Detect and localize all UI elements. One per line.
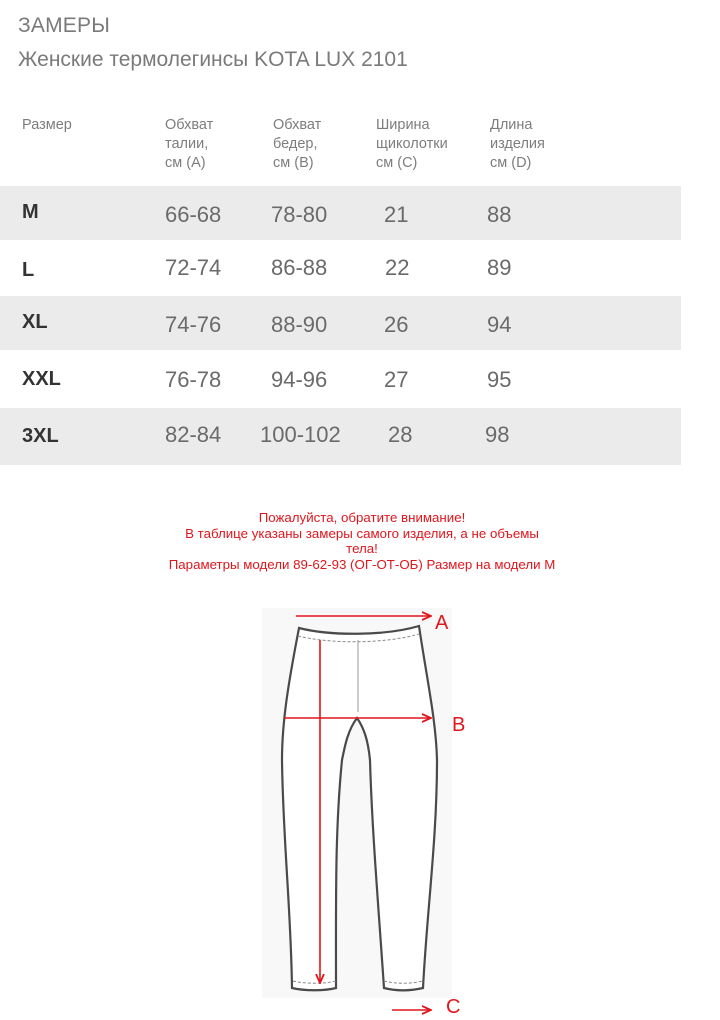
- header-length: Длина изделия см (D): [490, 117, 545, 171]
- hips-value: 88-90: [271, 312, 328, 337]
- hips-value: 78-80: [271, 202, 328, 227]
- size-label: 3XL: [22, 425, 59, 447]
- length-value: 89: [487, 255, 512, 280]
- product-name: Женские термолегинсы KOTA LUX 2101: [18, 48, 408, 71]
- measure-a-label: A: [435, 612, 449, 634]
- hips-value: 94-96: [271, 367, 328, 392]
- waist-value: 66-68: [165, 202, 222, 227]
- size-label: M: [22, 201, 39, 223]
- hips-value: 86-88: [271, 255, 328, 280]
- ankle-value: 27: [384, 367, 409, 392]
- size-label: XXL: [22, 368, 61, 390]
- measure-b-label: B: [452, 714, 466, 736]
- length-value: 88: [487, 202, 512, 227]
- ankle-value: 21: [384, 202, 409, 227]
- waist-value: 72-74: [165, 255, 222, 280]
- header-ankle: Ширина щиколотки см (C): [376, 117, 448, 171]
- measure-c-label: C: [446, 996, 461, 1018]
- waist-value: 74-76: [165, 312, 222, 337]
- size-label: L: [22, 259, 35, 281]
- header-hips: Обхват бедер, см (B): [273, 117, 322, 171]
- ankle-value: 26: [384, 312, 409, 337]
- notice-text: Пожалуйста, обратите внимание! В таблице указаны замеры самого изделия, а не объемы тела! Параметры модели 89-62-93 (ОГ-ОТ-ОБ) Размер на модели М: [168, 510, 556, 572]
- hips-value: 100-102: [260, 422, 341, 447]
- length-value: 95: [487, 367, 512, 392]
- size-label: XL: [22, 311, 48, 333]
- page-title: ЗАМЕРЫ: [18, 14, 110, 37]
- ankle-value: 22: [385, 255, 410, 280]
- ankle-value: 28: [388, 422, 413, 447]
- length-value: 98: [485, 422, 510, 447]
- header-size: Размер: [22, 117, 72, 133]
- length-value: 94: [487, 312, 512, 337]
- waist-value: 76-78: [165, 367, 222, 392]
- header-waist: Обхват талии, см (A): [165, 117, 214, 171]
- waist-value: 82-84: [165, 422, 222, 447]
